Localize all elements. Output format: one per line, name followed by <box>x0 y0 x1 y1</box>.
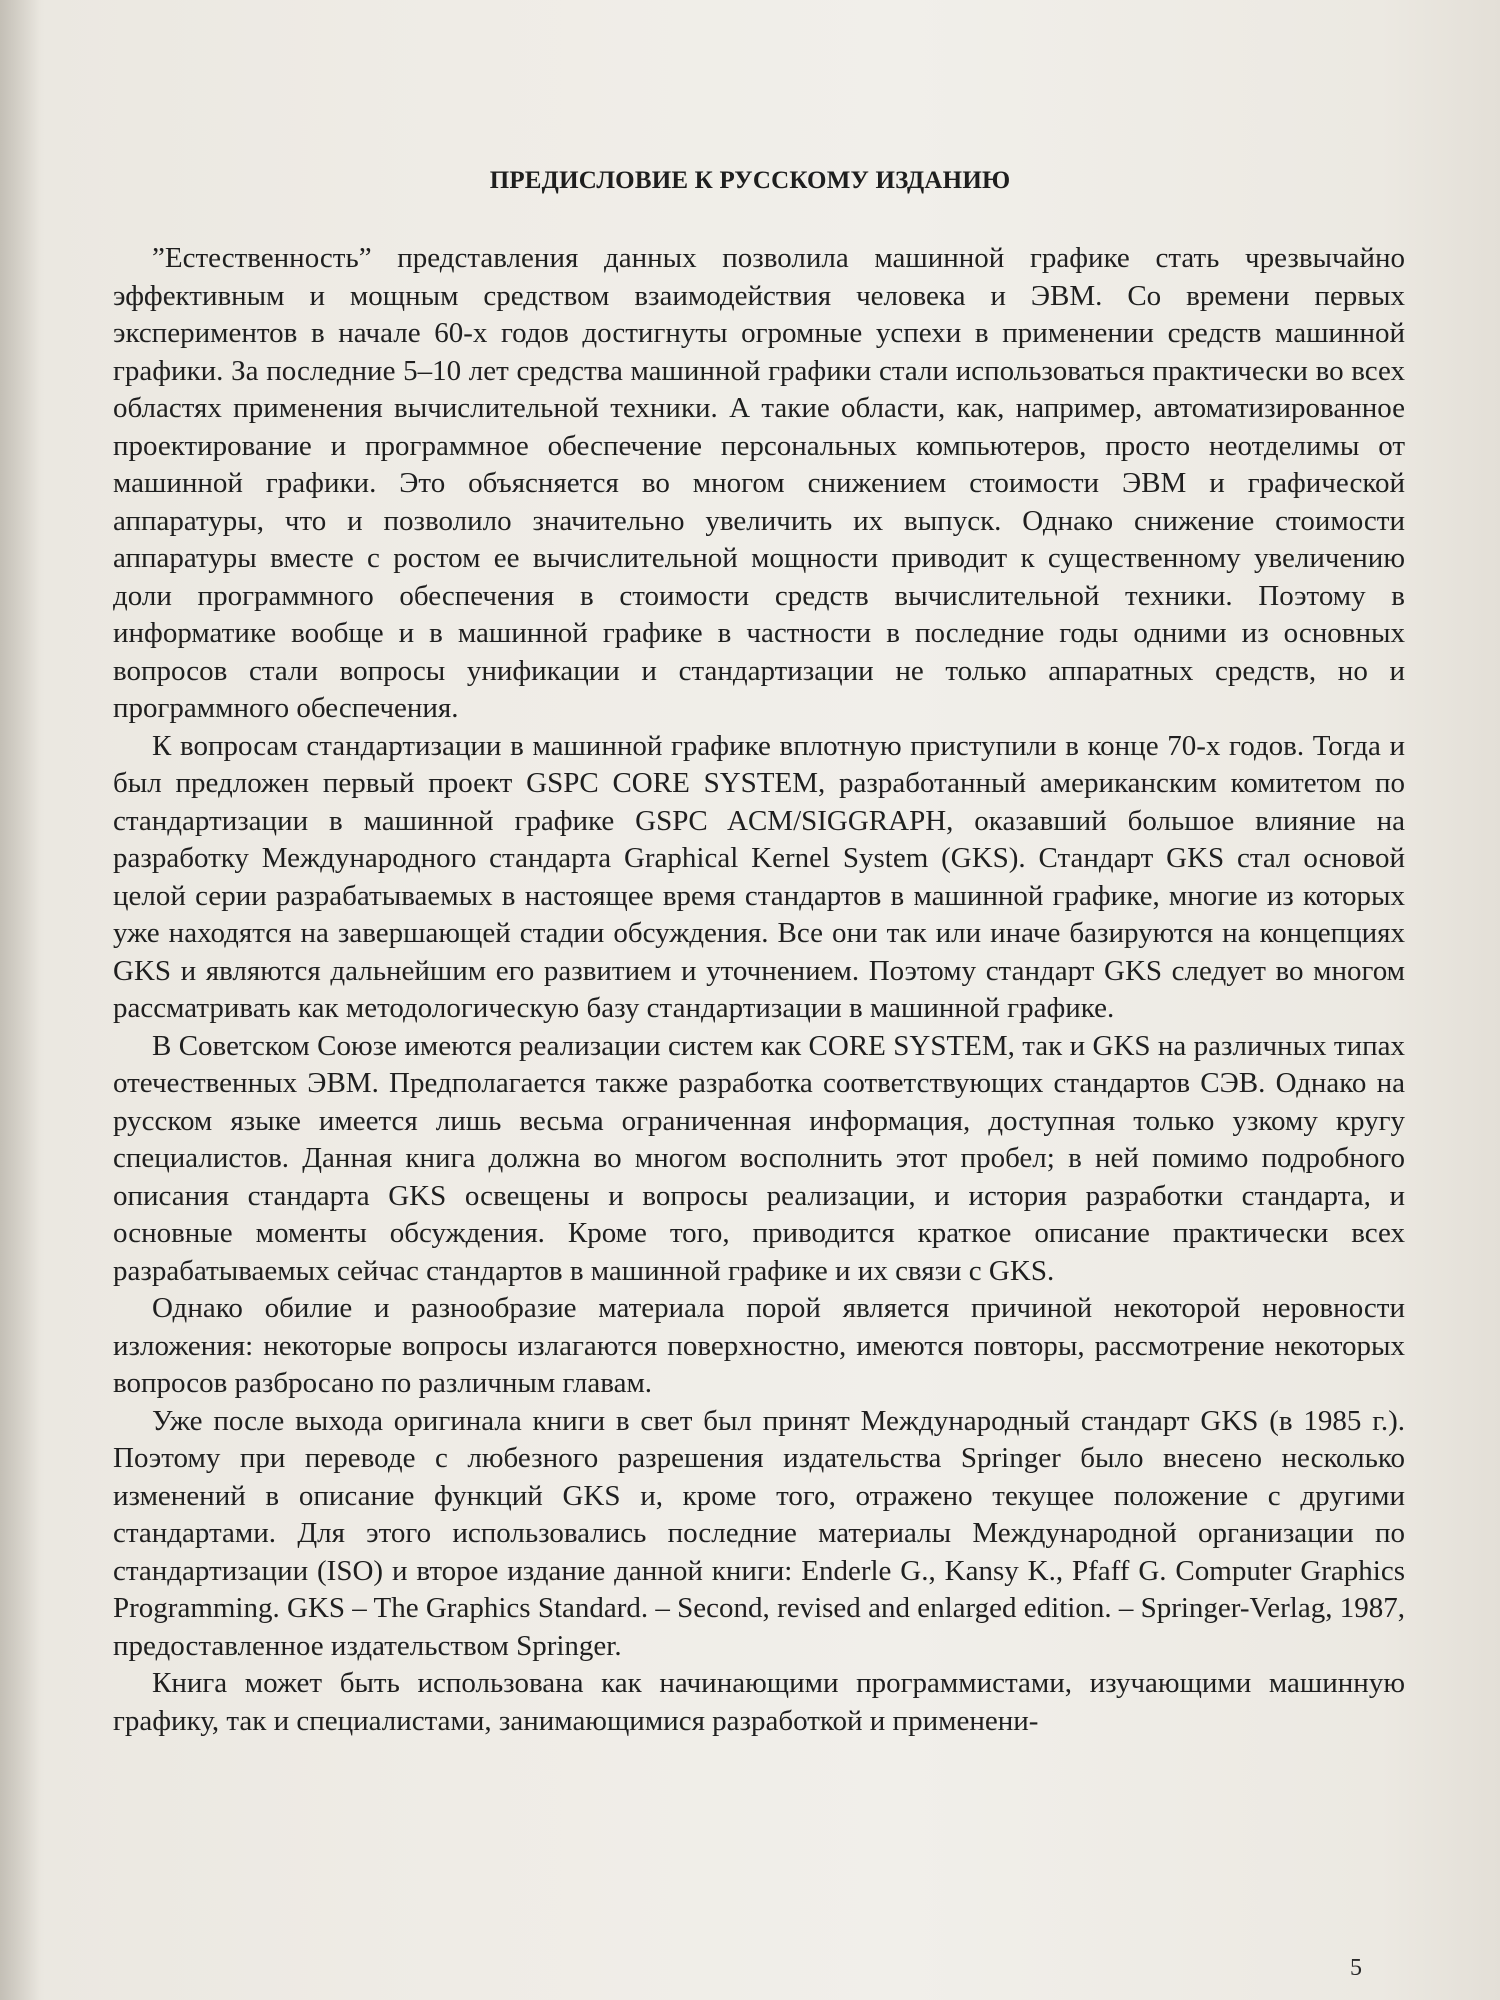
paragraph: Однако обилие и разнообразие материала порой является причиной некоторой неровности изложения: некоторые вопросы излагаются поверхностно, имеются повторы, рассмотрение некоторых вопросов разбросано по различным главам. <box>113 1292 1405 1399</box>
paragraph: К вопросам стандартизации в машинной графике вплотную приступили в конце 70-х годов. Тогда и был предложен первый проект GSPC CORE SYSTEM, разработанный американским комитетом по стандартизации в машинной графике GSPC ACM/SIGGRAPH, оказавший большое влияние на разработку Международного стандарта Graphical Kernel System (GKS). Стандарт GKS стал основой целой серии разрабатываемых в настоящее время стандартов в машинной графике, многие из которых уже находятся на завершающей стадии обсуждения. Все они так или иначе базируются на концепциях GKS и являются дальнейшим его развитием и уточнением. Поэтому стандарт GKS следует во многом рассматривать как методологическую базу стандартизации в машинной графике. <box>113 729 1405 1024</box>
page-title: ПРЕДИСЛОВИЕ К РУССКОМУ ИЗДАНИЮ <box>489 167 1011 194</box>
paragraph: В Советском Союзе имеются реализации систем как CORE SYSTEM, так и GKS на различных типах отечественных ЭВМ. Предполагается также разработка соответствующих стандартов СЭВ. Однако на русском языке имеется лишь весьма ограниченная информация, доступная только узкому кругу специалистов. Данная книга должна во многом восполнить этот пробел; в ней помимо подробного описания стандарта GKS освещены и вопросы реализации, и история разработки стандарта, и основные моменты обсуждения. Кроме того, приводится краткое описание практически всех разрабатываемых сейчас стандартов в машинной графике и их связи с GKS. <box>113 1029 1405 1287</box>
binding-shadow <box>0 0 40 2000</box>
page-number: 5 <box>1350 1955 1362 1981</box>
paragraph: Книга может быть использована как начинающими программистами, изучающими машинную графику, так и специалистами, занимающимися разработкой и применени- <box>113 1667 1405 1737</box>
paragraph: ”Естественность” представления данных позволила машинной графике стать чрезвычайно эффективным и мощным средством взаимодействия человека и ЭВМ. Со времени первых экспериментов в начале 60-х годов достигнуты огромные успехи в применении средств машинной графики. За последние 5–10 лет средства машинной графики стали использоваться практически во всех областях применения вычислительной техники. А такие области, как, например, автоматизированное проектирование и программное обеспечение персональных компьютеров, просто неотделимы от машинной графики. Это объясняется во многом снижением стоимости ЭВМ и графической аппаратуры, что и позволило значительно увеличить их выпуск. Однако снижение стоимости аппаратуры вместе с ростом ее вычислительной мощности приводит к существенному увеличению доли программного обеспечения в стоимости средств вычислительной техники. Поэтому в информатике вообще и в машинной графике в частности в последние годы одними из основных вопросов стали вопросы унификации и стандартизации не только аппаратных средств, но и программного обеспечения. <box>113 242 1405 724</box>
preface-body <box>113 240 1405 1740</box>
paragraph: Уже после выхода оригинала книги в свет был принят Международный стандарт GKS (в 1985 г.). Поэтому при переводе с любезного разрешения издательства Springer было внесено несколько изменений в описание функций GKS и, кроме того, отражено текущее положение с другими стандартами. Для этого использовались последние материалы Международной организации по стандартизации (ISO) и второе издание данной книги: Enderle G., Kansy K., Pfaff G. Computer Graphics Programming. GKS – The Graphics Standard. – Second, revised and enlarged edition. – Springer-Verlag, 1987, предоставленное издательством Springer. <box>113 1404 1405 1662</box>
